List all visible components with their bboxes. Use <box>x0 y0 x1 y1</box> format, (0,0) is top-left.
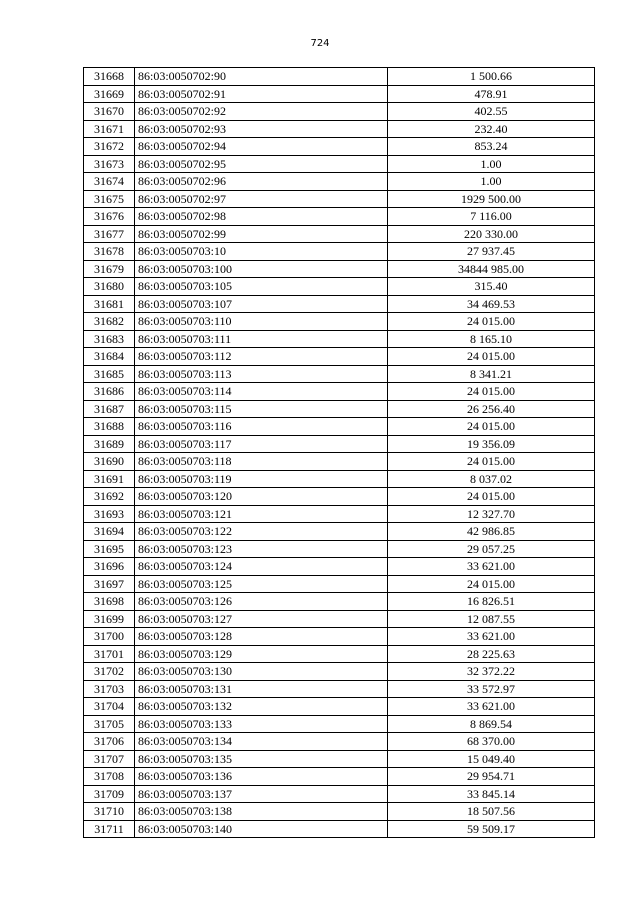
row-number-cell: 31689 <box>84 435 135 453</box>
cadastral-number-cell: 86:03:0050703:127 <box>135 610 388 628</box>
row-number-cell: 31695 <box>84 540 135 558</box>
value-cell: 232.40 <box>388 120 595 138</box>
cadastral-number-cell: 86:03:0050703:124 <box>135 558 388 576</box>
value-cell: 32 372.22 <box>388 663 595 681</box>
cadastral-number-cell: 86:03:0050703:100 <box>135 260 388 278</box>
value-cell: 8 037.02 <box>388 470 595 488</box>
cadastral-number-cell: 86:03:0050702:90 <box>135 68 388 86</box>
table-row <box>84 750 595 768</box>
cadastral-number-cell: 86:03:0050703:133 <box>135 715 388 733</box>
row-number-cell: 31683 <box>84 330 135 348</box>
value-cell: 24 015.00 <box>388 418 595 436</box>
cadastral-number-cell: 86:03:0050702:91 <box>135 85 388 103</box>
page-number: 724 <box>310 38 330 49</box>
value-cell: 24 015.00 <box>388 575 595 593</box>
value-cell: 33 621.00 <box>388 698 595 716</box>
row-number-cell: 31688 <box>84 418 135 436</box>
table-row <box>84 173 595 191</box>
row-number-cell: 31687 <box>84 400 135 418</box>
value-cell: 16 826.51 <box>388 593 595 611</box>
value-cell: 1.00 <box>388 155 595 173</box>
value-cell: 33 621.00 <box>388 558 595 576</box>
cadastral-number-cell: 86:03:0050703:113 <box>135 365 388 383</box>
table-row <box>84 505 595 523</box>
row-number-cell: 31701 <box>84 645 135 663</box>
row-number-cell: 31697 <box>84 575 135 593</box>
table-row <box>84 540 595 558</box>
table-row <box>84 593 595 611</box>
table-row <box>84 400 595 418</box>
table-row <box>84 365 595 383</box>
table-row <box>84 313 595 331</box>
table-row <box>84 628 595 646</box>
value-cell: 27 937.45 <box>388 243 595 261</box>
table-row <box>84 155 595 173</box>
row-number-cell: 31674 <box>84 173 135 191</box>
table-row <box>84 418 595 436</box>
cadastral-number-cell: 86:03:0050703:129 <box>135 645 388 663</box>
value-cell: 15 049.40 <box>388 750 595 768</box>
cadastral-number-cell: 86:03:0050702:98 <box>135 208 388 226</box>
cadastral-number-cell: 86:03:0050702:96 <box>135 173 388 191</box>
table-row <box>84 575 595 593</box>
value-cell: 402.55 <box>388 103 595 121</box>
value-cell: 24 015.00 <box>388 383 595 401</box>
row-number-cell: 31676 <box>84 208 135 226</box>
table-row <box>84 733 595 751</box>
table-row <box>84 768 595 786</box>
value-cell: 68 370.00 <box>388 733 595 751</box>
cadastral-number-cell: 86:03:0050702:95 <box>135 155 388 173</box>
value-cell: 28 225.63 <box>388 645 595 663</box>
cadastral-number-cell: 86:03:0050703:126 <box>135 593 388 611</box>
value-cell: 220 330.00 <box>388 225 595 243</box>
row-number-cell: 31693 <box>84 505 135 523</box>
table-row <box>84 488 595 506</box>
value-cell: 24 015.00 <box>388 453 595 471</box>
value-cell: 26 256.40 <box>388 400 595 418</box>
cadastral-number-cell: 86:03:0050702:94 <box>135 138 388 156</box>
value-cell: 33 845.14 <box>388 785 595 803</box>
row-number-cell: 31677 <box>84 225 135 243</box>
row-number-cell: 31704 <box>84 698 135 716</box>
value-cell: 18 507.56 <box>388 803 595 821</box>
row-number-cell: 31692 <box>84 488 135 506</box>
table-row <box>84 260 595 278</box>
table-row <box>84 85 595 103</box>
cadastral-number-cell: 86:03:0050703:134 <box>135 733 388 751</box>
row-number-cell: 31680 <box>84 278 135 296</box>
value-cell: 42 986.85 <box>388 523 595 541</box>
value-cell: 12 087.55 <box>388 610 595 628</box>
cadastral-number-cell: 86:03:0050703:123 <box>135 540 388 558</box>
table-row <box>84 120 595 138</box>
row-number-cell: 31705 <box>84 715 135 733</box>
value-cell: 34844 985.00 <box>388 260 595 278</box>
table-row <box>84 295 595 313</box>
cadastral-number-cell: 86:03:0050703:105 <box>135 278 388 296</box>
row-number-cell: 31679 <box>84 260 135 278</box>
cadastral-number-cell: 86:03:0050702:97 <box>135 190 388 208</box>
table-row <box>84 470 595 488</box>
row-number-cell: 31672 <box>84 138 135 156</box>
row-number-cell: 31685 <box>84 365 135 383</box>
cadastral-number-cell: 86:03:0050703:128 <box>135 628 388 646</box>
cadastral-number-cell: 86:03:0050703:135 <box>135 750 388 768</box>
cadastral-number-cell: 86:03:0050703:120 <box>135 488 388 506</box>
cadastral-number-cell: 86:03:0050703:137 <box>135 785 388 803</box>
row-number-cell: 31706 <box>84 733 135 751</box>
table-row <box>84 820 595 838</box>
row-number-cell: 31678 <box>84 243 135 261</box>
value-cell: 478.91 <box>388 85 595 103</box>
cadastral-number-cell: 86:03:0050703:110 <box>135 313 388 331</box>
table-row <box>84 715 595 733</box>
table-row <box>84 698 595 716</box>
cadastral-number-cell: 86:03:0050703:138 <box>135 803 388 821</box>
cadastral-number-cell: 86:03:0050703:116 <box>135 418 388 436</box>
row-number-cell: 31686 <box>84 383 135 401</box>
table-row <box>84 348 595 366</box>
cadastral-number-cell: 86:03:0050703:111 <box>135 330 388 348</box>
value-cell: 59 509.17 <box>388 820 595 838</box>
table-row <box>84 383 595 401</box>
cadastral-table <box>83 67 595 838</box>
row-number-cell: 31682 <box>84 313 135 331</box>
value-cell: 24 015.00 <box>388 488 595 506</box>
row-number-cell: 31700 <box>84 628 135 646</box>
table-row <box>84 645 595 663</box>
value-cell: 19 356.09 <box>388 435 595 453</box>
row-number-cell: 31690 <box>84 453 135 471</box>
row-number-cell: 31707 <box>84 750 135 768</box>
cadastral-number-cell: 86:03:0050703:115 <box>135 400 388 418</box>
row-number-cell: 31670 <box>84 103 135 121</box>
cadastral-number-cell: 86:03:0050703:117 <box>135 435 388 453</box>
row-number-cell: 31681 <box>84 295 135 313</box>
cadastral-number-cell: 86:03:0050703:107 <box>135 295 388 313</box>
cadastral-number-cell: 86:03:0050703:132 <box>135 698 388 716</box>
table-row <box>84 68 595 86</box>
table-row <box>84 243 595 261</box>
table-row <box>84 225 595 243</box>
value-cell: 12 327.70 <box>388 505 595 523</box>
row-number-cell: 31708 <box>84 768 135 786</box>
table-row <box>84 803 595 821</box>
table-row <box>84 330 595 348</box>
value-cell: 29 954.71 <box>388 768 595 786</box>
value-cell: 33 572.97 <box>388 680 595 698</box>
table-row <box>84 278 595 296</box>
table-row <box>84 785 595 803</box>
row-number-cell: 31671 <box>84 120 135 138</box>
value-cell: 24 015.00 <box>388 313 595 331</box>
table-row <box>84 680 595 698</box>
cadastral-number-cell: 86:03:0050703:121 <box>135 505 388 523</box>
cadastral-number-cell: 86:03:0050703:10 <box>135 243 388 261</box>
cadastral-number-cell: 86:03:0050702:93 <box>135 120 388 138</box>
cadastral-number-cell: 86:03:0050702:99 <box>135 225 388 243</box>
value-cell: 8 165.10 <box>388 330 595 348</box>
table-row <box>84 435 595 453</box>
row-number-cell: 31703 <box>84 680 135 698</box>
value-cell: 1929 500.00 <box>388 190 595 208</box>
cadastral-number-cell: 86:03:0050703:118 <box>135 453 388 471</box>
value-cell: 315.40 <box>388 278 595 296</box>
row-number-cell: 31696 <box>84 558 135 576</box>
value-cell: 33 621.00 <box>388 628 595 646</box>
table-row <box>84 663 595 681</box>
value-cell: 8 341.21 <box>388 365 595 383</box>
row-number-cell: 31702 <box>84 663 135 681</box>
cadastral-number-cell: 86:03:0050702:92 <box>135 103 388 121</box>
table-row <box>84 523 595 541</box>
cadastral-number-cell: 86:03:0050703:125 <box>135 575 388 593</box>
row-number-cell: 31684 <box>84 348 135 366</box>
value-cell: 1 500.66 <box>388 68 595 86</box>
cadastral-number-cell: 86:03:0050703:136 <box>135 768 388 786</box>
table-row <box>84 558 595 576</box>
row-number-cell: 31694 <box>84 523 135 541</box>
table-row <box>84 453 595 471</box>
row-number-cell: 31711 <box>84 820 135 838</box>
row-number-cell: 31691 <box>84 470 135 488</box>
value-cell: 1.00 <box>388 173 595 191</box>
row-number-cell: 31710 <box>84 803 135 821</box>
row-number-cell: 31709 <box>84 785 135 803</box>
cadastral-number-cell: 86:03:0050703:119 <box>135 470 388 488</box>
table-row <box>84 103 595 121</box>
value-cell: 8 869.54 <box>388 715 595 733</box>
row-number-cell: 31698 <box>84 593 135 611</box>
cadastral-number-cell: 86:03:0050703:112 <box>135 348 388 366</box>
table-body <box>84 68 595 838</box>
row-number-cell: 31699 <box>84 610 135 628</box>
table-row <box>84 138 595 156</box>
cadastral-number-cell: 86:03:0050703:122 <box>135 523 388 541</box>
value-cell: 853.24 <box>388 138 595 156</box>
cadastral-number-cell: 86:03:0050703:130 <box>135 663 388 681</box>
table-row <box>84 610 595 628</box>
cadastral-number-cell: 86:03:0050703:131 <box>135 680 388 698</box>
table-row <box>84 190 595 208</box>
value-cell: 29 057.25 <box>388 540 595 558</box>
cadastral-number-cell: 86:03:0050703:140 <box>135 820 388 838</box>
row-number-cell: 31669 <box>84 85 135 103</box>
value-cell: 7 116.00 <box>388 208 595 226</box>
table-row <box>84 208 595 226</box>
row-number-cell: 31668 <box>84 68 135 86</box>
cadastral-number-cell: 86:03:0050703:114 <box>135 383 388 401</box>
value-cell: 24 015.00 <box>388 348 595 366</box>
row-number-cell: 31675 <box>84 190 135 208</box>
value-cell: 34 469.53 <box>388 295 595 313</box>
row-number-cell: 31673 <box>84 155 135 173</box>
